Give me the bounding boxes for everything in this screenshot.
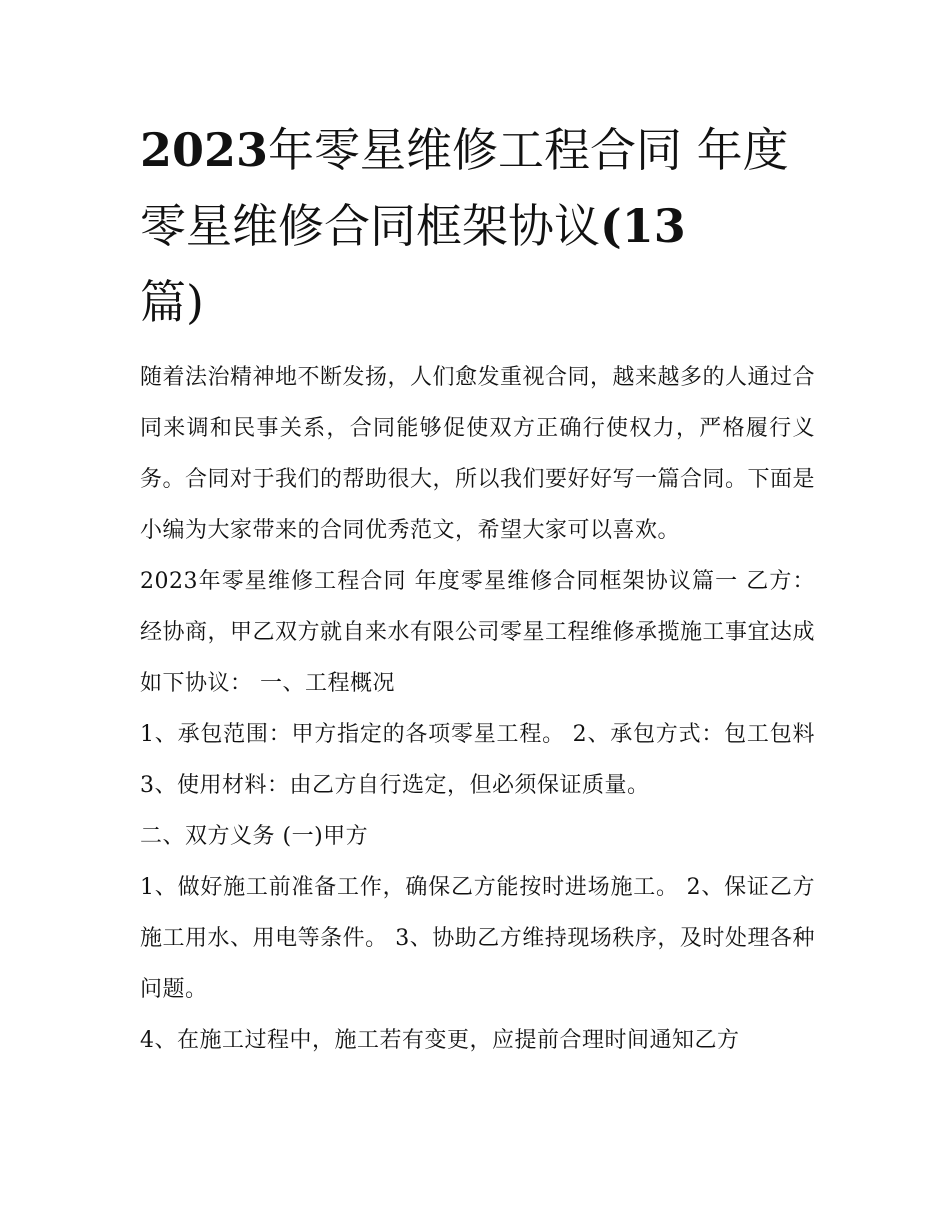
document-title [140, 112, 815, 340]
scope-paragraph: 1、承包范围：甲方指定的各项零星工程。 2、承包方式：包工包料 3、使用材料：由乙方自行选定，但必须保证质量。 [140, 722, 815, 798]
change-notice-paragraph: 4、在施工过程中，施工若有变更，应提前合理时间通知乙方 [140, 1028, 740, 1053]
title-count: (13 [600, 199, 686, 253]
title-end: 篇) [140, 275, 204, 329]
contract-heading-paragraph: 2023年零星维修工程合同 年度零星维修合同框架协议篇一 乙方： 经协商，甲乙双方就自来水有限公司零星工程维修承揽施工事宜达成如下协议： 一、工程概况 [140, 569, 816, 696]
title-year: 2023 [140, 123, 269, 177]
party-a-duties-paragraph: 1、做好施工前准备工作，确保乙方能按时进场施工。 2、保证乙方施工用水、用电等条件。 3、协助乙方维持现场秩序，及时处理各种问题。 [140, 875, 815, 1002]
intro-paragraph: 随着法治精神地不断发扬，人们愈发重视合同，越来越多的人通过合同来调和民事关系，合同能够促使双方正确行使权力，严格履行义务。合同对于我们的帮助很大，所以我们要好好写一篇合同。下面是小编为大家带来的合同优秀范文，希望大家可以喜欢。 [140, 365, 816, 543]
duties-heading: 二、双方义务 (一)甲方 [140, 824, 369, 849]
title-text: 年零星维修工程合同 年度零星维修合同框架协议 [140, 123, 789, 253]
document-content [140, 112, 815, 1066]
